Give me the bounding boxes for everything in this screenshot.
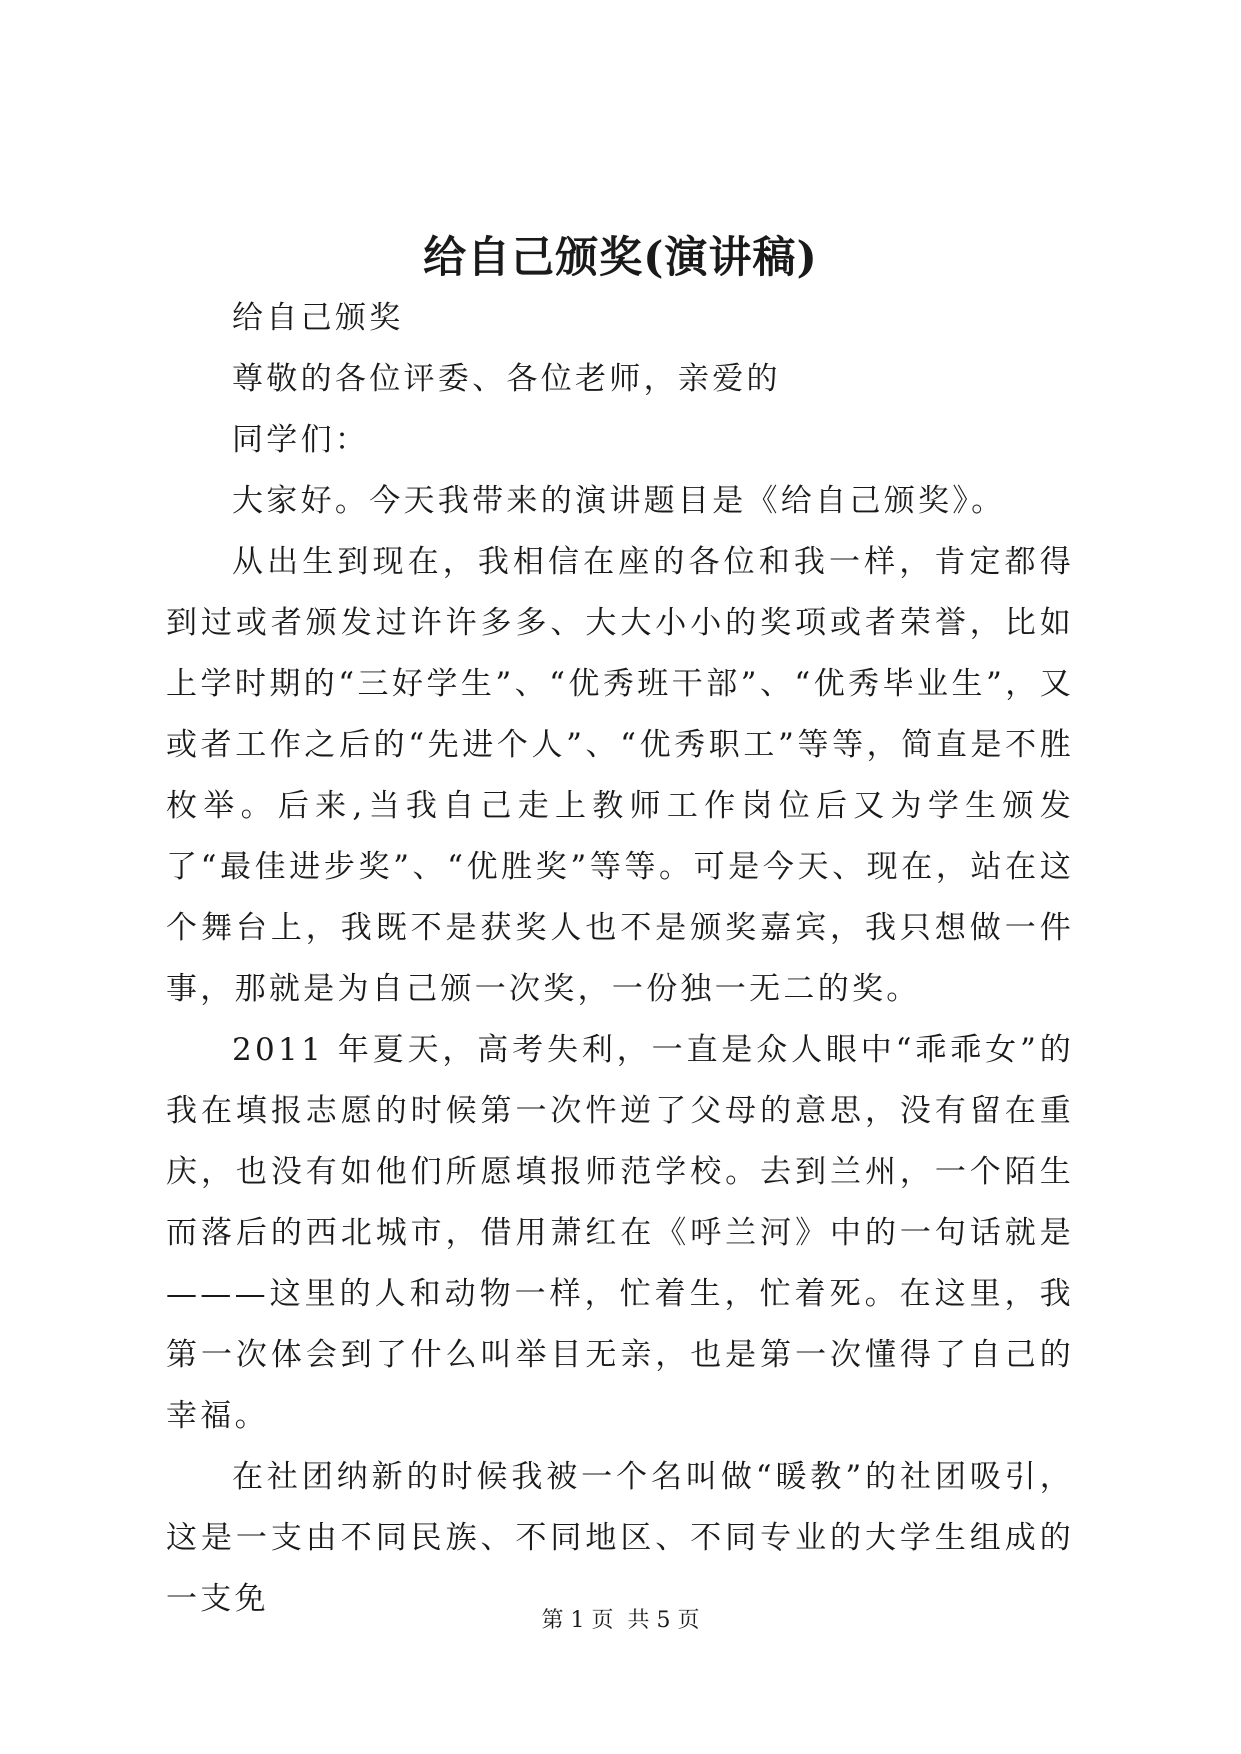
paragraph-body: 从出生到现在，我相信在座的各位和我一样，肯定都得到过或者颁发过许许多多、大大小小的奖项或者荣誉，比如上学时期的“三好学生”、“优秀班干部”、“优秀毕业生”，又或者工作之后的“先进个人”、“优秀职工”等等，简直是不胜枚举。后来,当我自己走上教师工作岗位后又为学生颁发了“最佳进步奖”、“优胜奖”等等。可是今天、现在，站在这个舞台上，我既不是获奖人也不是颁奖嘉宾，我只想做一件事，那就是为自己颁一次奖，一份独一无二的奖。 — [166, 544, 1074, 1007]
page-footer: 第 1 页 共 5 页 — [541, 1608, 700, 1633]
document-body — [166, 288, 1074, 1630]
paragraph-salutation: 尊敬的各位评委、各位老师，亲爱的 — [232, 361, 781, 397]
document-title: 给自己颁奖(演讲稿) — [423, 233, 818, 283]
paragraph-body: 2011 年夏天，高考失利，一直是众人眼中“乖乖女”的我在填报志愿的时候第一次忤逆了父母的意思，没有留在重庆，也没有如他们所愿填报师范学校。去到兰州，一个陌生而落后的西北城市，借用萧红在《呼兰河》中的一句话就是———这里的人和动物一样，忙着生，忙着死。在这里，我第一次体会到了什么叫举目无亲，也是第一次懂得了自己的幸福。 — [166, 1032, 1074, 1434]
paragraph-body: 在社团纳新的时候我被一个名叫做“暖教”的社团吸引，这是一支由不同民族、不同地区、不同专业的大学生组成的一支免 — [166, 1459, 1074, 1617]
paragraph-greeting: 大家好。今天我带来的演讲题目是《给自己颁奖》。 — [232, 483, 1006, 519]
paragraph-salutation-end: 同学们： — [232, 422, 370, 458]
paragraph-subtitle: 给自己颁奖 — [232, 300, 404, 336]
